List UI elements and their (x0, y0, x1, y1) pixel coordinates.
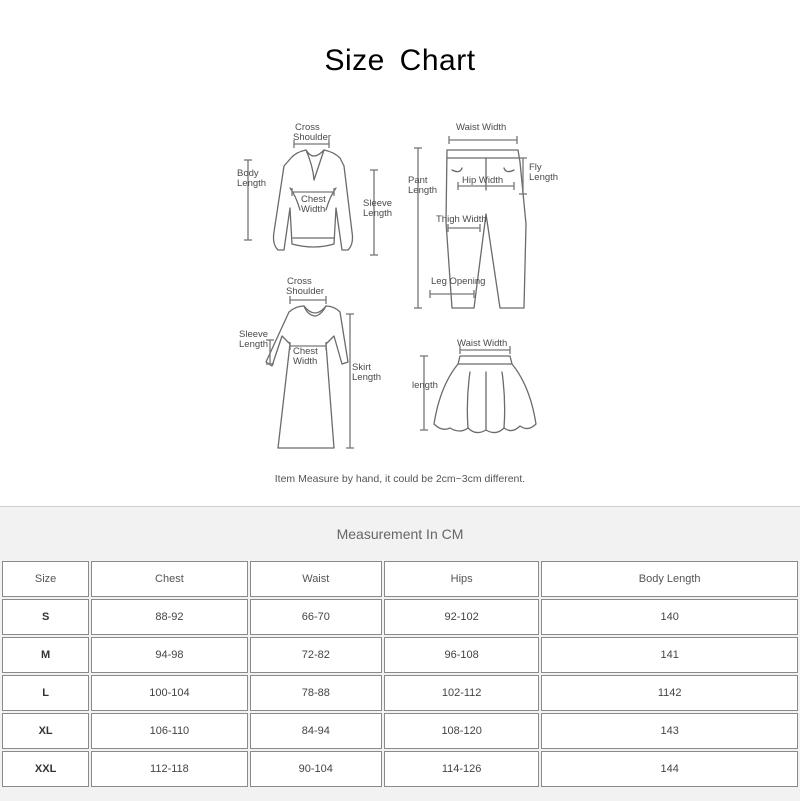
top-sleeve-length-label-2: Length (363, 208, 393, 219)
measurement-table-section (0, 506, 800, 801)
dress-cross-shoulder-label-2: Shoulder (286, 286, 325, 297)
table-header-row (2, 561, 798, 597)
chest-cell: 106-110 (91, 713, 247, 749)
body-length-cell: 140 (541, 599, 798, 635)
chest-cell: 100-104 (91, 675, 247, 711)
chest-cell: 112-118 (91, 751, 247, 787)
top-cross-shoulder-label-1: Cross (295, 122, 320, 133)
pants-fly-length-label-2: Length (529, 172, 559, 183)
size-cell: S (2, 599, 89, 635)
header-hips: Hips (384, 561, 539, 597)
table-row (2, 713, 798, 749)
hips-cell: 102-112 (384, 675, 539, 711)
table-row (2, 751, 798, 787)
dress-skirt-length-label-2: Length (352, 372, 382, 383)
top-cross-shoulder-label-2: Shoulder (293, 132, 332, 143)
skirt-garment-illustration (434, 356, 536, 433)
header-waist: Waist (250, 561, 382, 597)
table-row (2, 599, 798, 635)
size-cell: XL (2, 713, 89, 749)
header-chest: Chest (91, 561, 247, 597)
waist-cell: 84-94 (250, 713, 382, 749)
pants-thigh-width-label: Thigh Width (436, 214, 487, 225)
hips-cell: 114-126 (384, 751, 539, 787)
top-chest-width-label-2: Width (301, 204, 326, 215)
header-body-length: Body Length (541, 561, 798, 597)
skirt-waist-width-label: Waist Width (457, 338, 508, 349)
waist-cell: 90-104 (250, 751, 382, 787)
hips-cell: 92-102 (384, 599, 539, 635)
pants-pant-length-label-1: Pant (408, 175, 428, 186)
table-row (2, 637, 798, 673)
chest-cell: 94-98 (91, 637, 247, 673)
body-length-cell: 1142 (541, 675, 798, 711)
body-length-cell: 143 (541, 713, 798, 749)
table-row (2, 675, 798, 711)
pants-leg-opening-label: Leg Opening (431, 276, 486, 287)
dress-sleeve-length-label-1: Sleeve (239, 329, 269, 340)
pants-fly-length-label-1: Fly (529, 162, 542, 173)
waist-cell: 78-88 (250, 675, 382, 711)
dress-skirt-length-label-1: Skirt (352, 362, 371, 373)
waist-cell: 66-70 (250, 599, 382, 635)
header-size: Size (2, 561, 89, 597)
dress-sleeve-length-label-2: Length (239, 339, 269, 350)
page-title: Size Chart (324, 44, 476, 77)
dress-cross-shoulder-label-1: Cross (287, 276, 312, 287)
size-cell: L (2, 675, 89, 711)
top-sleeve-length-label-1: Sleeve (363, 198, 393, 209)
body-length-cell: 144 (541, 751, 798, 787)
skirt-length-label: length (412, 380, 438, 391)
top-body-length-label-1: Body (237, 168, 259, 179)
top-body-length-label-2: Length (237, 178, 267, 189)
waist-cell: 72-82 (250, 637, 382, 673)
dress-chest-width-label-1: Chest (293, 346, 318, 357)
body-length-cell: 141 (541, 637, 798, 673)
pants-pant-length-label-2: Length (408, 185, 438, 196)
table-title: Measurement In CM (336, 526, 464, 542)
pants-hip-width-label: Hip Width (462, 175, 504, 186)
hips-cell: 108-120 (384, 713, 539, 749)
chest-cell: 88-92 (91, 599, 247, 635)
size-table (0, 559, 800, 789)
dress-garment-illustration (266, 306, 348, 448)
size-cell: XXL (2, 751, 89, 787)
size-cell: M (2, 637, 89, 673)
top-chest-width-label-1: Chest (301, 194, 326, 205)
dress-chest-width-label-2: Width (293, 356, 318, 367)
pants-waist-width-label: Waist Width (456, 122, 507, 133)
measurement-note: Item Measure by hand, it could be 2cm~3cm different. (274, 473, 526, 485)
hips-cell: 96-108 (384, 637, 539, 673)
